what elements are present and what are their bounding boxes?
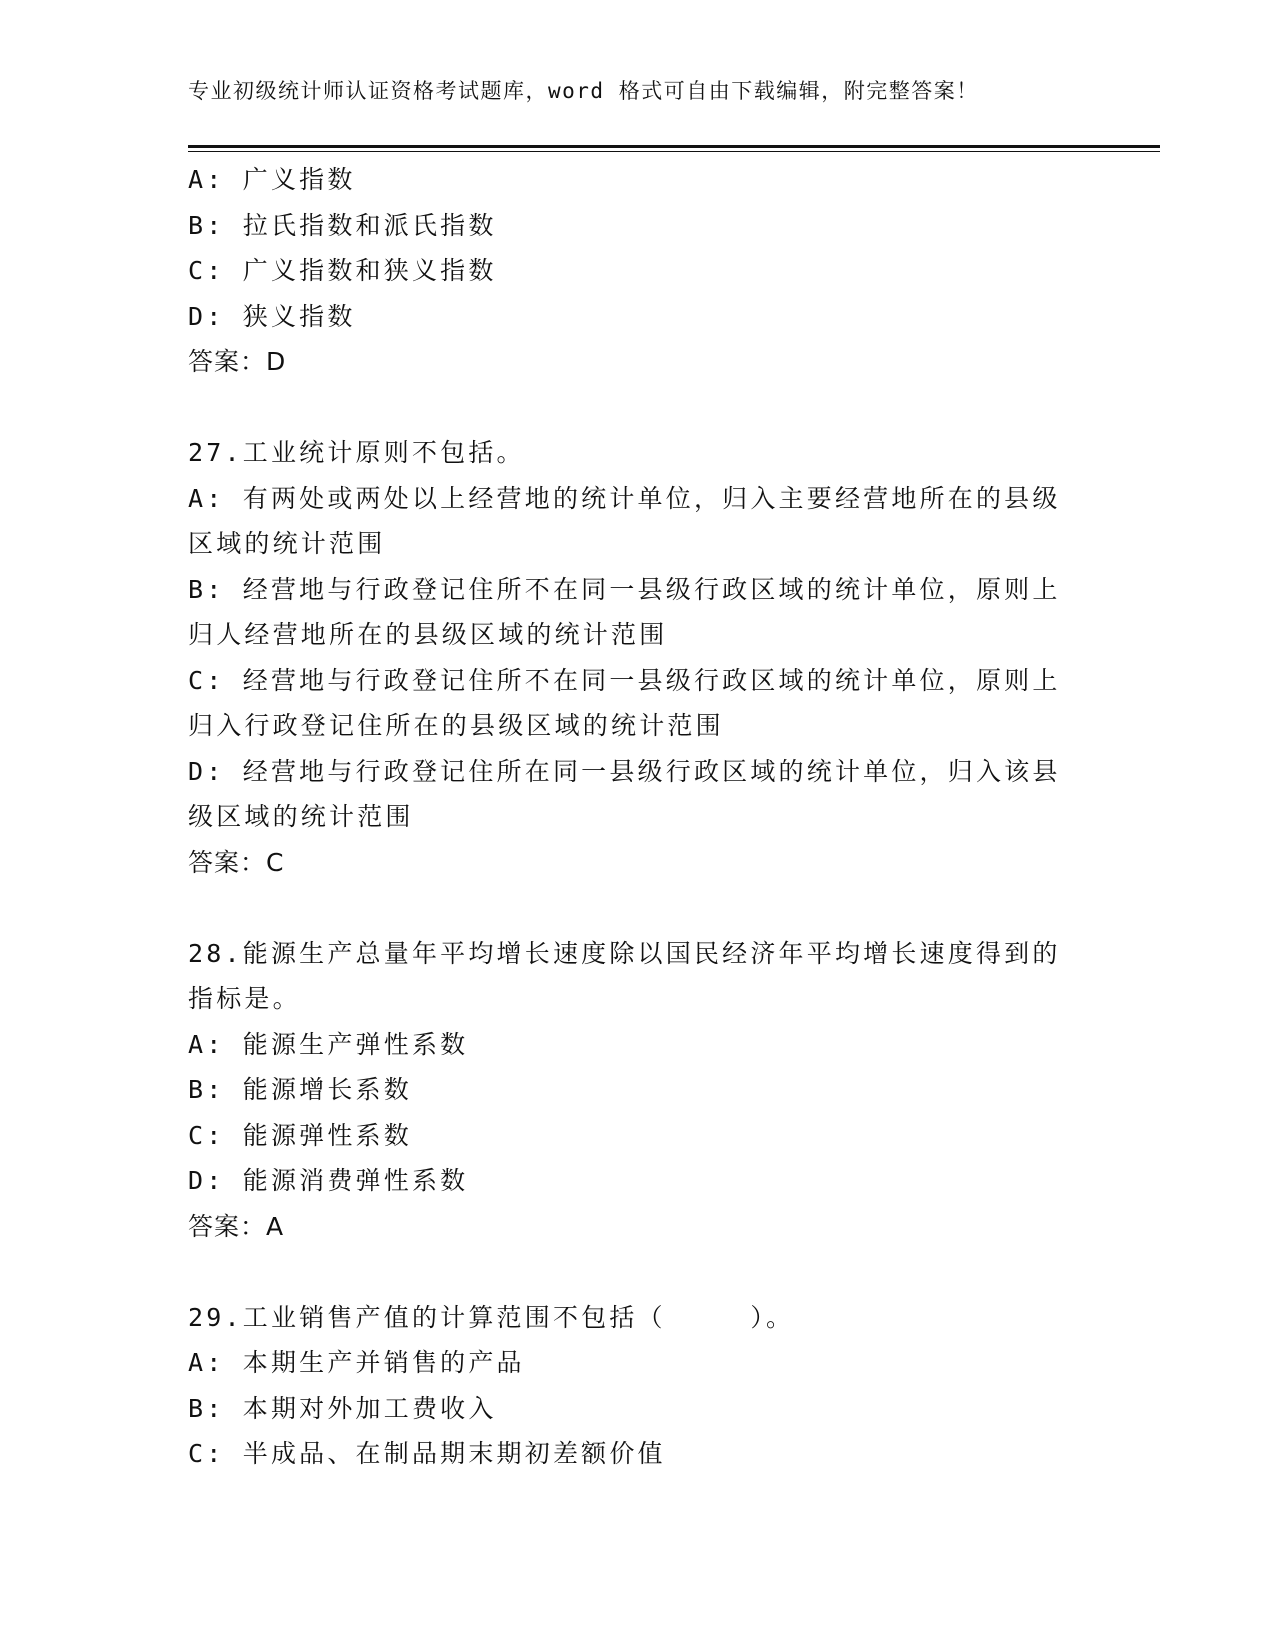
q26-option-a: A: 广义指数 [188,165,356,194]
q28-answer: 答案：A [188,1211,285,1241]
q27-option-c-line1: C: 经营地与行政登记住所不在同一县级行政区域的统计单位，原则上 [188,665,1061,695]
q29-option-c: C: 半成品、在制品期末期初差额价值 [188,1439,666,1468]
q27-option-b-line1: B: 经营地与行政登记住所不在同一县级行政区域的统计单位，原则上 [188,574,1061,604]
q27-answer: 答案：C [188,847,285,877]
q26-option-c: C: 广义指数和狭义指数 [188,256,497,285]
q27-option-a-line1: A: 有两处或两处以上经营地的统计单位，归入主要经营地所在的县级 [188,483,1061,513]
q27-option-a-line2: 区域的统计范围 [188,529,386,558]
spacer [188,385,1088,431]
q26-option-d: D: 狭义指数 [188,301,356,331]
header-divider-thin [188,151,1160,152]
q28-option-a: A: 能源生产弹性系数 [188,1029,469,1059]
q27-option-d-line1: D: 经营地与行政登记住所在同一县级行政区域的统计单位，归入该县 [188,756,1061,786]
q26-option-b: B: 拉氏指数和派氏指数 [188,210,497,240]
q29-question: 29.工业销售产值的计算范围不包括（ ）。 [188,1302,795,1332]
page-header: 专业初级统计师认证资格考试题库，word 格式可自由下载编辑，附完整答案！ [188,79,979,103]
q28-option-d: D: 能源消费弹性系数 [188,1166,469,1195]
q29-option-a: A: 本期生产并销售的产品 [188,1348,525,1377]
question-content [188,157,1088,1477]
q28-option-c: C: 能源弹性系数 [188,1120,412,1150]
q27-option-b-line2: 归人经营地所在的县级区域的统计范围 [188,620,668,649]
q28-option-b: B: 能源增长系数 [188,1075,412,1104]
q27-option-d-line2: 级区域的统计范围 [188,802,414,831]
q27-question: 27.工业统计原则不包括。 [188,438,525,467]
q27-option-c-line2: 归入行政登记住所在的县级区域的统计范围 [188,711,724,740]
spacer [188,1249,1088,1295]
q26-answer: 答案：D [188,347,287,376]
q28-question-line1: 28.能源生产总量年平均增长速度除以国民经济年平均增长速度得到的 [188,938,1061,968]
header-divider-thick [188,145,1160,148]
spacer [188,885,1088,931]
q28-question-line2: 指标是。 [188,984,301,1013]
q29-option-b: B: 本期对外加工费收入 [188,1393,497,1423]
